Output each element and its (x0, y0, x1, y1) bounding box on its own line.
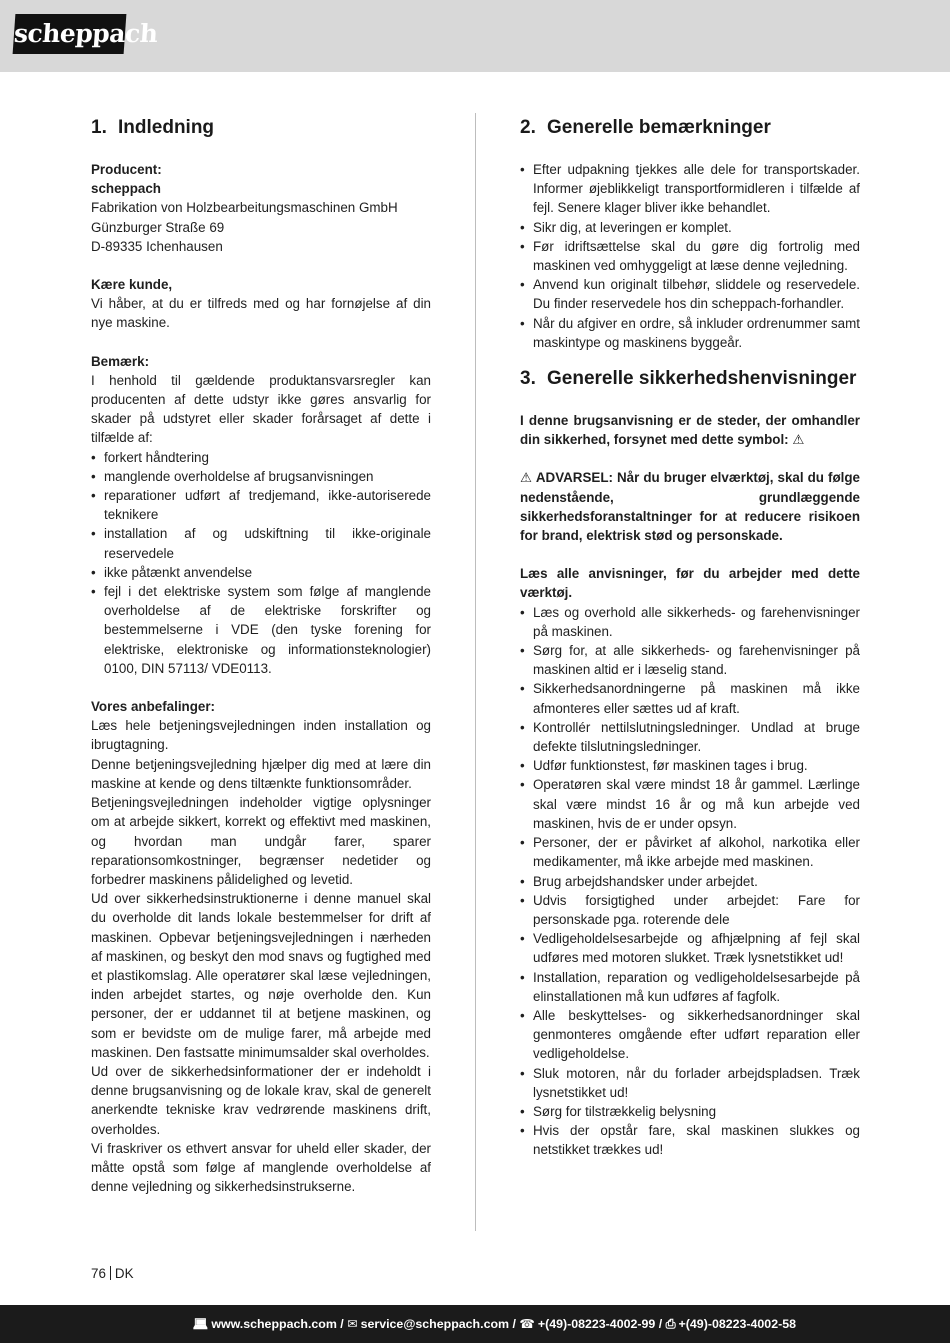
address-line: Fabrikation von Holzbearbeitungsmaschinen GmbH (91, 200, 398, 216)
list-item: • fejl i det elektriske system som følge af manglende overholdelse af de elektriske forskrifter og bestemmelserne i VDE (den tyske forening for elektriske, elektroniske og informationsteknologier) 0100, DIN 57113/ VDE0113. (91, 582, 431, 678)
mail-icon: ✉︎ (347, 1317, 358, 1331)
fax-number: +(49)-08223-4002-58 (678, 1317, 796, 1331)
read-instructions-label: Læs alle anvisninger, før du arbejder med dette værktøj. (520, 566, 860, 601)
list-item: • Installation, reparation og vedligeholdelsesarbejde på elinstallationen må kun udføres af fagfolk. (520, 968, 860, 1006)
list-item: • Brug arbejdshandsker under arbejdet. (520, 872, 860, 891)
safety-intro: I denne brugsanvisning er de steder, der omhandler din sikkerhed, forsynet med dette symbol: ⚠ (520, 413, 860, 448)
list-item: • forkert håndtering (91, 448, 431, 467)
website-link[interactable]: www.scheppach.com / (211, 1317, 344, 1331)
recommend-paragraph: Ud over sikkerhedsinstruktionerne i denne manuel skal du overholde dit lands lokale bestemmelser for drift af maskinen. Opbevar betjeningsvejledningen i nærheden af maskinen, og beskyt den mod snavs og fugtighed med et plastikomslag. Alle operatører skal læse vejledningen, inden arbejdet startes, og nøje overholde den. Kun personer, der er uddannet til at betjene maskinen, og som er bevidste om de mulige farer, må arbejde med maskinen. Den fastsatte minimumsalder skal overholdes. (91, 891, 431, 1060)
header-bar (0, 0, 950, 72)
phone-icon: ☎︎ (519, 1317, 535, 1331)
list-item: • ikke påtænkt anvendelse (91, 563, 431, 582)
list-item: • Operatøren skal være mindst 18 år gammel. Lærlinge skal være mindst 16 år og må kun arbejde ved maskinen, hvis de er under opsyn. (520, 775, 860, 833)
list-item: • Kontrollér nettilslutningsledninger. Undlad at bruge defekte tilslutningsledninger. (520, 718, 860, 756)
list-item: • Når du afgiver en ordre, så inkluder ordrenummer samt maskintype og maskinens byggeår. (520, 314, 860, 352)
fax-icon: ⎙ (665, 1317, 676, 1331)
warning-text: ⚠ ADVARSEL: Når du bruger elværktøj, skal du følge nedenstående, grundlæggende sikkerhedsforanstaltninger for at reducere risikoen for brand, elektrisk stød og personskade. (520, 470, 860, 544)
page-number (91, 1264, 134, 1283)
list-item: • Personer, der er påvirket af alkohol, narkotika eller medikamenter, må ikke arbejde med maskinen. (520, 833, 860, 871)
list-item: • reparationer udført af tredjemand, ikke-autoriserede teknikere (91, 486, 431, 524)
list-item: • Vedligeholdelsesarbejde og afhjælpning af fejl skal udføres med motoren slukket. Træk lysnetstikket ud! (520, 929, 860, 967)
note-text: I henhold til gældende produktansvarsregler kan producenten af dette udstyr ikke gøres ansvarlig for skader på udstyret eller skader forårsaget af dette i tilfælde af: (91, 372, 431, 446)
safety-list (520, 603, 860, 1160)
section-3-heading: 3. Generelle sikkerhedshenvisninger (520, 368, 857, 390)
phone-number: +(49)-08223-4002-99 / (537, 1317, 663, 1331)
footer-bar (0, 1305, 950, 1343)
recommend-paragraph: Denne betjeningsvejledning hjælper dig med at lære din maskine at kende og dens tiltænkte funktionsområder. (91, 756, 431, 791)
address-line: Günzburger Straße 69 (91, 219, 225, 235)
list-item: • Alle beskyttelses- og sikkerhedsanordninger skal genmonteres omgående efter udført reparation eller vedligeholdelse. (520, 1006, 860, 1064)
page-number-value: 76 (91, 1266, 106, 1281)
note-label: Bemærk: (91, 353, 150, 369)
contact-line (193, 1316, 796, 1332)
list-item: • Sikr dig, at leveringen er komplet. (520, 218, 860, 237)
recommend-paragraph: Læs hele betjeningsvejledningen inden installation og ibrugtagning. (91, 718, 431, 753)
page-separator (110, 1266, 111, 1280)
greeting-text: Vi håber, at du er tilfreds med og har fornøjelse af din nye maskine. (91, 296, 431, 331)
language-code: DK (114, 1266, 134, 1281)
scheppach-logo: scheppach (13, 14, 127, 54)
recommend-paragraph: Betjeningsvejledningen indeholder vigtige oplysninger om at arbejde sikkert, korrekt og effektivt med maskinen, og hvordan man undgår farer, sparer reparationsomkostninger, begrænser nedetider og forbedrer maskinens pålidelighed og levetid. (91, 795, 431, 887)
recommend-paragraph: Vi fraskriver os ethvert ansvar for uheld eller skader, der måtte opstå som følge af manglende overholdelse af denne vejledning og sikkerhedsinstrukserne. (91, 1140, 431, 1195)
left-column (91, 115, 431, 1196)
column-divider (475, 113, 476, 1231)
list-item: • Efter udpakning tjekkes alle dele for transportskader. Informer øjeblikkeligt transportformidleren i tilfælde af fejl. Senere klager bliver ikke behandlet. (520, 160, 860, 218)
list-item: • Udvis forsigtighed under arbejdet: Fare for personskade pga. roterende dele (520, 891, 860, 929)
list-item: • Sørg for, at alle sikkerheds- og farehenvisninger på maskinen altid er i læselig stand. (520, 641, 860, 679)
computer-icon: 💻︎ (192, 1317, 209, 1331)
note-list (91, 448, 431, 678)
list-item: • installation af og udskiftning til ikke-originale reservedele (91, 524, 431, 562)
list-item: • Sørg for tilstrækkelig belysning (520, 1102, 860, 1121)
list-item: • Udfør funktionstest, før maskinen tages i brug. (520, 756, 860, 775)
address-line: D-89335 Ichenhausen (91, 238, 223, 254)
list-item: • Hvis der opstår fare, skal maskinen slukkes og netstikket trækkes ud! (520, 1121, 860, 1159)
list-item: • manglende overholdelse af brugsanvisningen (91, 467, 431, 486)
list-item: • Sluk motoren, når du forlader arbejdspladsen. Træk lysnetstikket ud! (520, 1064, 860, 1102)
list-item: • Før idriftsættelse skal du gøre dig fortrolig med maskinen ved omhyggeligt at læse denne vejledning. (520, 237, 860, 275)
recommend-label: Vores anbefalinger: (91, 699, 216, 715)
section-1-heading: 1. Indledning (91, 117, 215, 138)
right-column (520, 115, 860, 1160)
list-item: • Sikkerhedsanordningerne på maskinen må ikke afmonteres eller sættes ud af kraft. (520, 679, 860, 717)
section-2-heading: 2. Generelle bemærkninger (520, 117, 771, 138)
list-item: • Læs og overhold alle sikkerheds- og farehenvisninger på maskinen. (520, 603, 860, 641)
email-link[interactable]: service@scheppach.com / (360, 1317, 516, 1331)
list-item: • Anvend kun originalt tilbehør, sliddele og reservedele. Du finder reservedele hos din scheppach-forhandler. (520, 275, 860, 313)
producer-label: Producent: (91, 162, 162, 177)
general-notes-list (520, 160, 860, 352)
recommend-paragraph: Ud over de sikkerhedsinformationer der er indeholdt i denne brugsanvisning og de lokale krav, skal de generelt anerkendte tekniske krav vedrørende maskinens drift, overholdes. (91, 1063, 431, 1137)
greeting-label: Kære kunde, (91, 277, 173, 293)
producer-name: scheppach (91, 181, 161, 197)
